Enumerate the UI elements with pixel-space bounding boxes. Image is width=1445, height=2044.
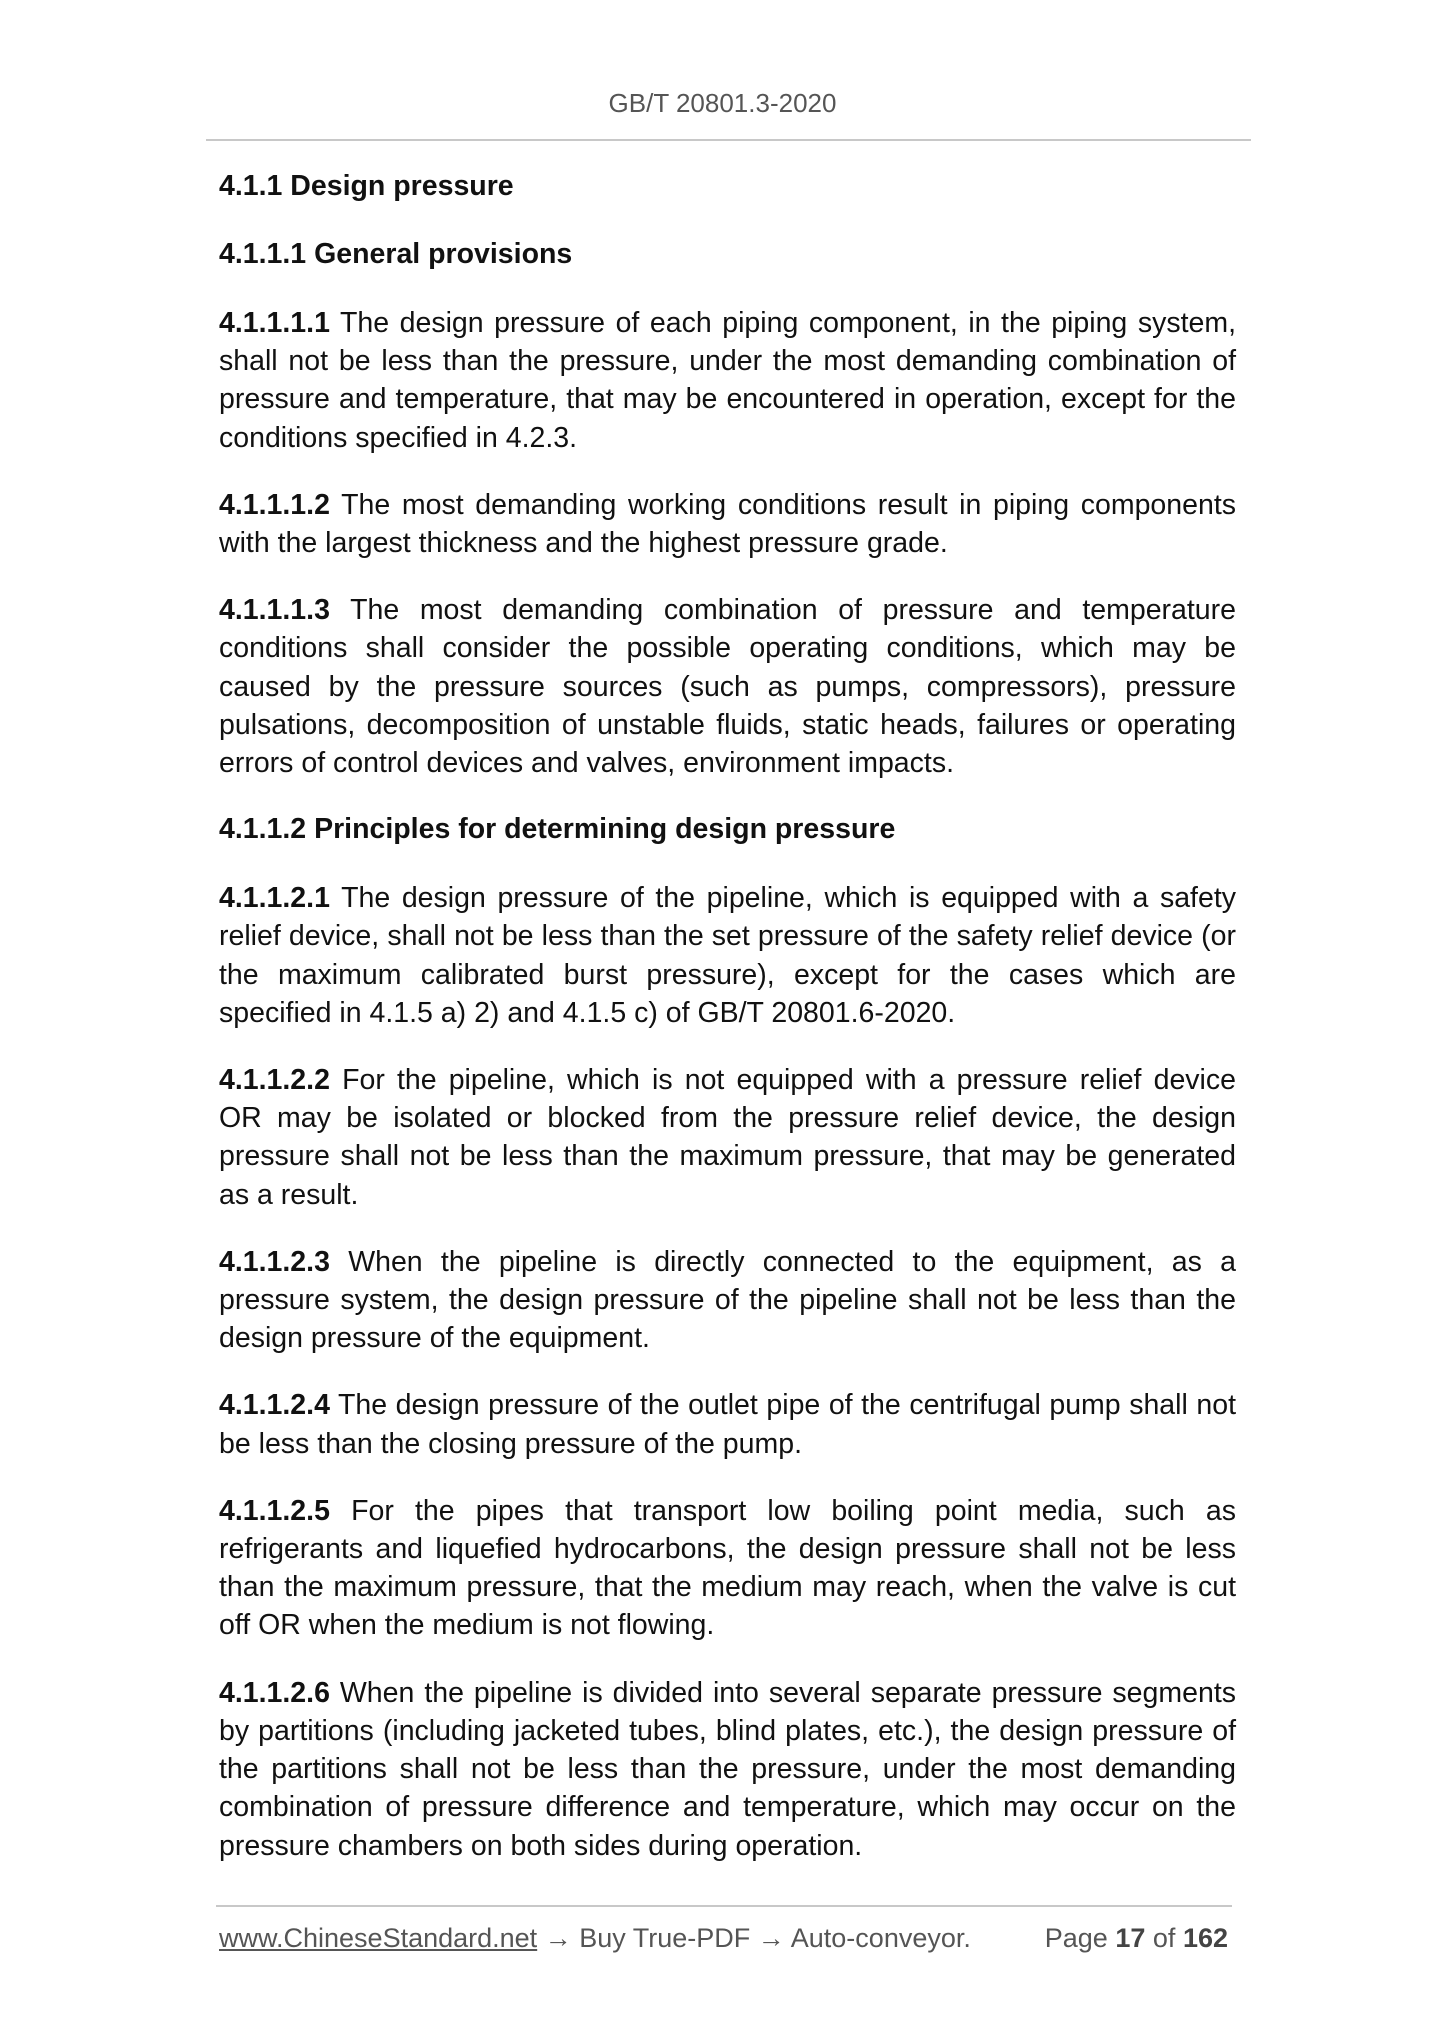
page-label: Page: [1044, 1923, 1108, 1953]
website-link[interactable]: www.ChineseStandard.net: [219, 1923, 538, 1953]
clause-4-1-1-1-1: [219, 304, 1236, 457]
footer-links: [219, 1923, 971, 1954]
clause-text: The most demanding combination of pressure and temperature conditions shall consider the possible operating conditions, which may be caused by the pressure sources (such as pumps, compressors), pressure pulsations, decomposition of unstable fluids, static heads, failures or operating errors of control devices and valves, environment impacts.: [219, 594, 1236, 780]
section-heading-4-1-1: 4.1.1 Design pressure: [219, 170, 514, 202]
clause-4-1-1-1-2: [219, 486, 1236, 562]
clause-text: The design pressure of the pipeline, which is equipped with a safety relief device, shall not be less than the set pressure of the safety relief device (or the maximum calibrated burst pressure), except for the cases which are specified in 4.1.5 a) 2) and 4.1.5 c) of GB/T 20801.6-2020.: [219, 882, 1236, 1029]
arrow-icon: →: [750, 1923, 791, 1953]
page-counter: [1045, 1923, 1228, 1954]
clause-number: 4.1.1.1.3: [219, 594, 330, 627]
auto-conveyor-text: Auto-conveyor.: [790, 1923, 971, 1953]
clause-number: 4.1.1.2.4: [219, 1389, 330, 1422]
clause-number: 4.1.1.1.1: [219, 307, 330, 339]
section-heading-4-1-1-1: 4.1.1.1 General provisions: [219, 238, 573, 270]
clause-text: For the pipeline, which is not equipped with a pressure relief device OR may be isolated or blocked from the pressure relief device, the design pressure shall not be less than the maximum pressure, that may be generated as a result.: [219, 1064, 1236, 1211]
of-label: of: [1152, 1923, 1176, 1953]
buy-true-pdf-text: Buy True-PDF: [579, 1923, 751, 1953]
footer-divider: [216, 1905, 1232, 1907]
page-body: [219, 168, 1236, 1894]
clause-4-1-1-2-1: [219, 879, 1236, 1032]
clause-number: 4.1.1.2.1: [219, 882, 330, 915]
clause-4-1-1-2-3: [219, 1243, 1236, 1358]
header-divider: [206, 139, 1251, 141]
clause-4-1-1-2-4: [219, 1386, 1236, 1462]
clause-number: 4.1.1.2.2: [219, 1064, 330, 1097]
clause-text: When the pipeline is directly connected to the equipment, as a pressure system, the design pressure of the pipeline shall not be less than the design pressure of the equipment.: [219, 1245, 1236, 1355]
clause-4-1-1-1-3: [219, 591, 1236, 782]
section-heading-4-1-1-2: 4.1.1.2 Principles for determining design pressure: [219, 813, 896, 846]
clause-number: 4.1.1.1.2: [219, 488, 330, 521]
clause-text: For the pipes that transport low boiling point media, such as refrigerants and liquefied hydrocarbons, the design pressure shall not be less than the maximum pressure, that the medium may reach, when the valve is cut off OR when the medium is not flowing.: [219, 1494, 1236, 1642]
clause-4-1-1-2-5: [219, 1492, 1236, 1645]
running-header: GB/T 20801.3-2020: [608, 88, 837, 118]
arrow-icon: →: [537, 1923, 580, 1953]
clause-text: The design pressure of each piping component, in the piping system, shall not be less than the pressure, under the most demanding combination of pressure and temperature, that may be encountered in operation, except for the conditions specified in 4.2.3.: [219, 307, 1236, 454]
clause-text: When the pipeline is divided into several separate pressure segments by partitions (including jacketed tubes, blind plates, etc.), the design pressure of the partitions shall not be less than the pressure, under the most demanding combination of pressure difference and temperature, which may occur on the pressure chambers on both sides during operation.: [219, 1676, 1236, 1862]
clause-number: 4.1.1.2.3: [219, 1245, 330, 1278]
clause-4-1-1-2-6: [219, 1674, 1236, 1865]
clause-4-1-1-2-2: [219, 1061, 1236, 1214]
clause-text: The most demanding working conditions result in piping components with the largest thickness and the highest pressure grade.: [219, 488, 1236, 560]
clause-text: The design pressure of the outlet pipe of the centrifugal pump shall not be less than the closing pressure of the pump.: [219, 1389, 1236, 1460]
clause-number: 4.1.1.2.5: [219, 1494, 330, 1527]
page-number: 17: [1115, 1923, 1146, 1953]
page-total: 162: [1182, 1923, 1228, 1953]
clause-number: 4.1.1.2.6: [219, 1676, 330, 1709]
